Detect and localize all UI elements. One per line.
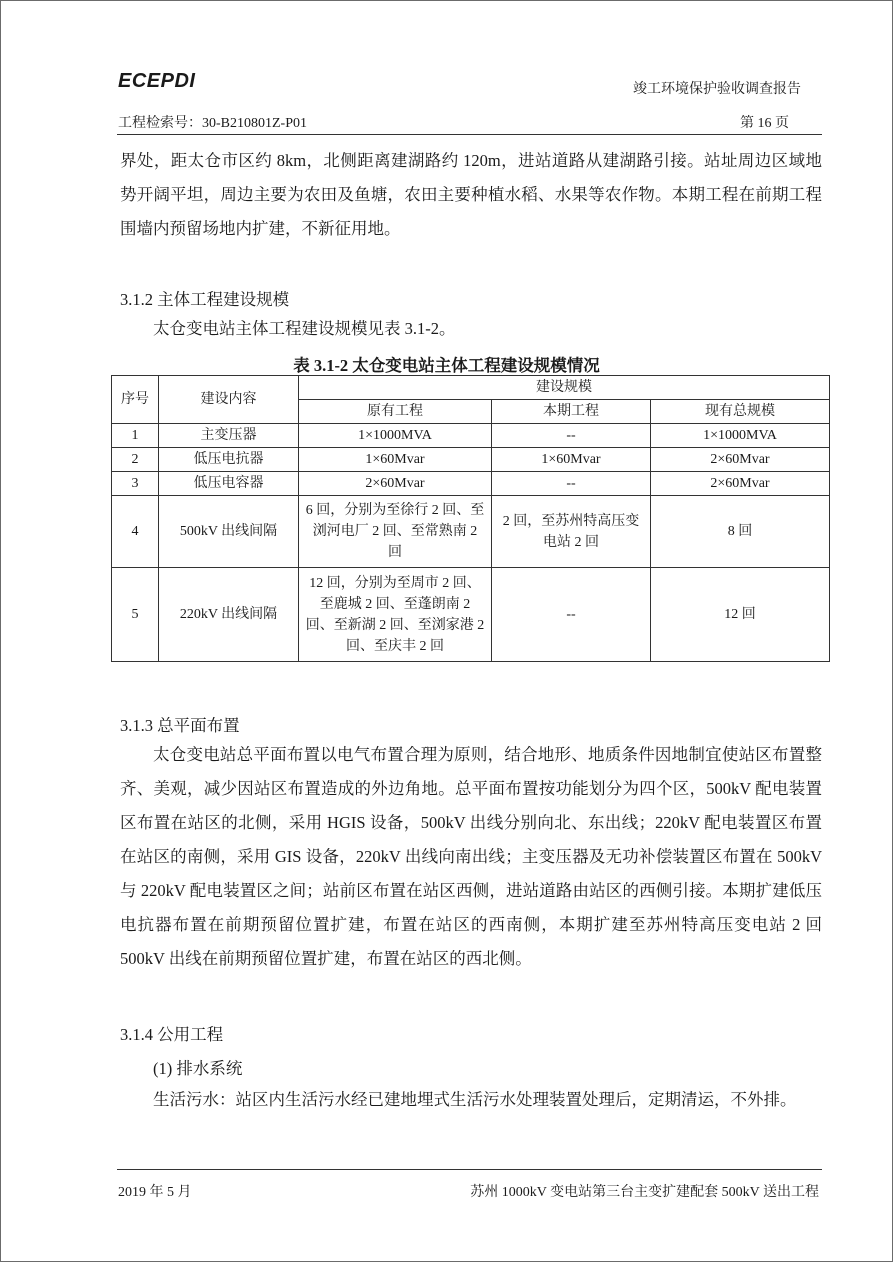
header-total: 现有总规模: [651, 400, 830, 424]
page-number: 第 16 页: [740, 116, 789, 131]
report-title: 竣工环境保护验收调查报告: [633, 82, 801, 97]
section-3-1-4-body: [120, 1083, 822, 1117]
row-no: 2: [112, 448, 159, 472]
section-3-1-3-text: 太仓变电站总平面布置以电气布置合理为原则，结合地形、地质条件因地制宜使站区布置整齐、美观，减少因站区布置造成的外边角地。总平面布置按功能划分为四个区，500kV 配电装置区布置在站区的北侧，采用 HGIS 设备，500kV 出线分别向北、东出线；220kV 配电装置区布置在站区的南侧，采用 GIS 设备，220kV 出线向南出线；主变压器及无功补偿装置区布置在 500kV 与 220kV 配电装置区之间；站前区布置在站区西侧，进站道路由站区的西侧引接。本期扩建低压电抗器布置在前期预留位置扩建，布置在站区的西南侧，本期扩建至苏州特高压变电站 2 回 500kV 出线在前期预留位置扩建，布置在站区的西北侧。: [120, 745, 822, 968]
header-existing: 原有工程: [299, 400, 492, 424]
header-scale: 建设规模: [299, 376, 830, 400]
row-item: 低压电抗器: [159, 448, 299, 472]
table-row: [112, 472, 830, 496]
table-row: [112, 424, 830, 448]
row-item: 低压电容器: [159, 472, 299, 496]
table-header-row: [112, 376, 830, 400]
row-total: 1×1000MVA: [651, 424, 830, 448]
intro-text: 界处，距太仓市区约 8km，北侧距离建湖路约 120m，进站道路从建湖路引接。站址周边区域地势开阔平坦，周边主要为农田及鱼塘，农田主要种植水稻、水果等农作物。本期工程在前期工程围墙内预留场地内扩建，不新征用地。: [120, 151, 822, 238]
row-existing: 2×60Mvar: [299, 472, 492, 496]
row-no: 5: [112, 568, 159, 662]
row-item: 220kV 出线间隔: [159, 568, 299, 662]
row-current: --: [492, 568, 651, 662]
table-caption: 表 3.1-2 太仓变电站主体工程建设规模情况: [293, 356, 600, 375]
row-existing: 1×60Mvar: [299, 448, 492, 472]
section-heading-3-1-2: 3.1.2 主体工程建设规模: [120, 290, 290, 309]
header-index: 序号: [112, 376, 159, 424]
section-3-1-2-body: [120, 312, 822, 346]
footer-divider: [117, 1169, 822, 1170]
header-content: 建设内容: [159, 376, 299, 424]
header-current: 本期工程: [492, 400, 651, 424]
construction-scale-table: [111, 375, 830, 662]
table-row: [112, 496, 830, 568]
table-row: [112, 448, 830, 472]
row-total: 8 回: [651, 496, 830, 568]
drainage-subheading: (1) 排水系统: [153, 1059, 243, 1078]
row-current: 2 回，至苏州特高压变电站 2 回: [492, 496, 651, 568]
row-total: 2×60Mvar: [651, 472, 830, 496]
section-3-1-3-body: [120, 738, 822, 976]
row-existing: 12 回，分别为至周市 2 回、至鹿城 2 回、至蓬朗南 2 回、至新湖 2 回、至浏家港 2 回、至庆丰 2 回: [299, 568, 492, 662]
table-row: [112, 568, 830, 662]
row-current: 1×60Mvar: [492, 448, 651, 472]
row-item: 500kV 出线间隔: [159, 496, 299, 568]
row-existing: 1×1000MVA: [299, 424, 492, 448]
sewage-text: 生活污水：站区内生活污水经已建地埋式生活污水处理装置处理后，定期清运，不外排。: [153, 1090, 797, 1109]
section-3-1-2-text: 太仓变电站主体工程建设规模见表 3.1-2。: [153, 319, 456, 338]
row-no: 4: [112, 496, 159, 568]
header-divider: [117, 134, 822, 135]
row-total: 12 回: [651, 568, 830, 662]
intro-paragraph: [120, 144, 822, 246]
row-existing: 6 回，分别为至徐行 2 回、至浏河电厂 2 回、至常熟南 2 回: [299, 496, 492, 568]
row-no: 1: [112, 424, 159, 448]
row-no: 3: [112, 472, 159, 496]
document-number: 工程检索号：30-B210801Z-P01: [118, 116, 307, 131]
row-current: --: [492, 424, 651, 448]
section-heading-3-1-4: 3.1.4 公用工程: [120, 1025, 224, 1044]
footer-project-name: 苏州 1000kV 变电站第三台主变扩建配套 500kV 送出工程: [470, 1185, 819, 1200]
section-heading-3-1-3: 3.1.3 总平面布置: [120, 716, 240, 735]
footer-date: 2019 年 5 月: [118, 1185, 192, 1200]
row-total: 2×60Mvar: [651, 448, 830, 472]
row-current: --: [492, 472, 651, 496]
company-logo: ECEPDI: [118, 70, 196, 92]
row-item: 主变压器: [159, 424, 299, 448]
